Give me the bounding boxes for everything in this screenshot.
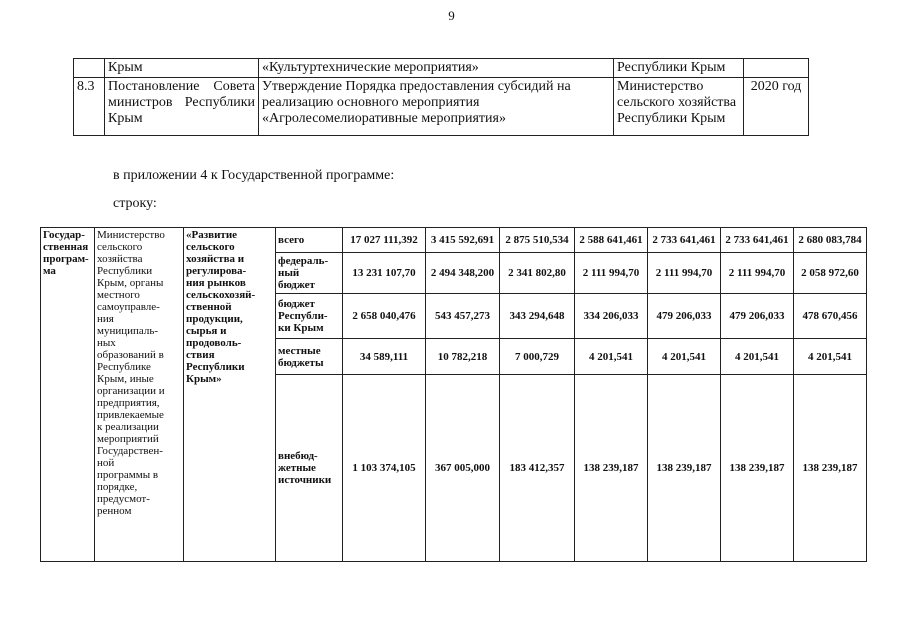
value-cell: 2 658 040,476 [343,294,426,339]
value-cell: 479 206,033 [721,294,794,339]
intro-text: строку: [113,196,157,211]
value-cell: 343 294,648 [500,294,575,339]
item-number: 8.3 [74,78,105,136]
value-cell: 2 111 994,70 [721,253,794,294]
value-cell: 2 058 972,60 [794,253,867,294]
responsible-executor-cell: Министерство сельского хозяйства Республики Крым, органы местного самоуправле- ния муниципаль- ных образований в Республике Крым, иные организации и предприятия, привлекаемые к реализации мероприятий Государствен- ной программы в порядке, предусмот- ренном [95,228,184,562]
value-cell: 543 457,273 [426,294,500,339]
value-cell: 478 670,456 [794,294,867,339]
value-cell: 138 239,187 [721,375,794,562]
value-cell: 138 239,187 [575,375,648,562]
intro-text: в приложении 4 к Государственной программе: [113,168,395,183]
table-cell: Утверждение Порядка предоставления субсидий на реализацию основного мероприятия «Агролесомелиоративные мероприятия» [259,78,614,136]
program-name-cell: «Развитие сельского хозяйства и регулирова- ния рынков сельскохозяй- ственной продукции, сырья и продоволь- ствия Республики Крым» [184,228,276,562]
value-cell: 2 494 348,200 [426,253,500,294]
funding-source-label: бюджет Республи- ки Крым [276,294,343,339]
value-cell: 10 782,218 [426,339,500,375]
value-cell: 479 206,033 [648,294,721,339]
table-cell: Республики Крым [614,59,744,78]
table-row [41,228,867,253]
funding-table [40,227,867,562]
value-cell: 3 415 592,691 [426,228,500,253]
previous-table-continuation [73,58,809,136]
value-cell: 334 206,033 [575,294,648,339]
funding-source-label: всего [276,228,343,253]
value-cell: 2 733 641,461 [721,228,794,253]
value-cell: 34 589,111 [343,339,426,375]
value-cell: 4 201,541 [575,339,648,375]
value-cell: 4 201,541 [648,339,721,375]
table-cell [744,59,809,78]
value-cell: 138 239,187 [794,375,867,562]
page-number: 9 [448,8,455,23]
value-cell: 7 000,729 [500,339,575,375]
value-cell: 138 239,187 [648,375,721,562]
value-cell: 2 733 641,461 [648,228,721,253]
value-cell: 1 103 374,105 [343,375,426,562]
value-cell: 13 231 107,70 [343,253,426,294]
value-cell: 2 341 802,80 [500,253,575,294]
funding-source-label: федераль- ный бюджет [276,253,343,294]
funding-source-label: внебюд- жетные источники [276,375,343,562]
value-cell: 17 027 111,392 [343,228,426,253]
value-cell: 2 111 994,70 [648,253,721,294]
value-cell: 4 201,541 [794,339,867,375]
program-type-cell: Государ- ственная програм- ма [41,228,95,562]
table-cell: Крым [105,59,259,78]
value-cell: 2 875 510,534 [500,228,575,253]
value-cell: 4 201,541 [721,339,794,375]
value-cell: 2 588 641,461 [575,228,648,253]
table-cell: «Культуртехнические мероприятия» [259,59,614,78]
table-row [74,78,809,136]
table-cell [74,59,105,78]
value-cell: 2 680 083,784 [794,228,867,253]
table-row [74,59,809,78]
value-cell: 2 111 994,70 [575,253,648,294]
table-cell: 2020 год [744,78,809,136]
table-cell: Постановление Совета министров Республики Крым [105,78,259,136]
value-cell: 183 412,357 [500,375,575,562]
table-cell: Министерство сельского хозяйства Республики Крым [614,78,744,136]
funding-source-label: местные бюджеты [276,339,343,375]
value-cell: 367 005,000 [426,375,500,562]
